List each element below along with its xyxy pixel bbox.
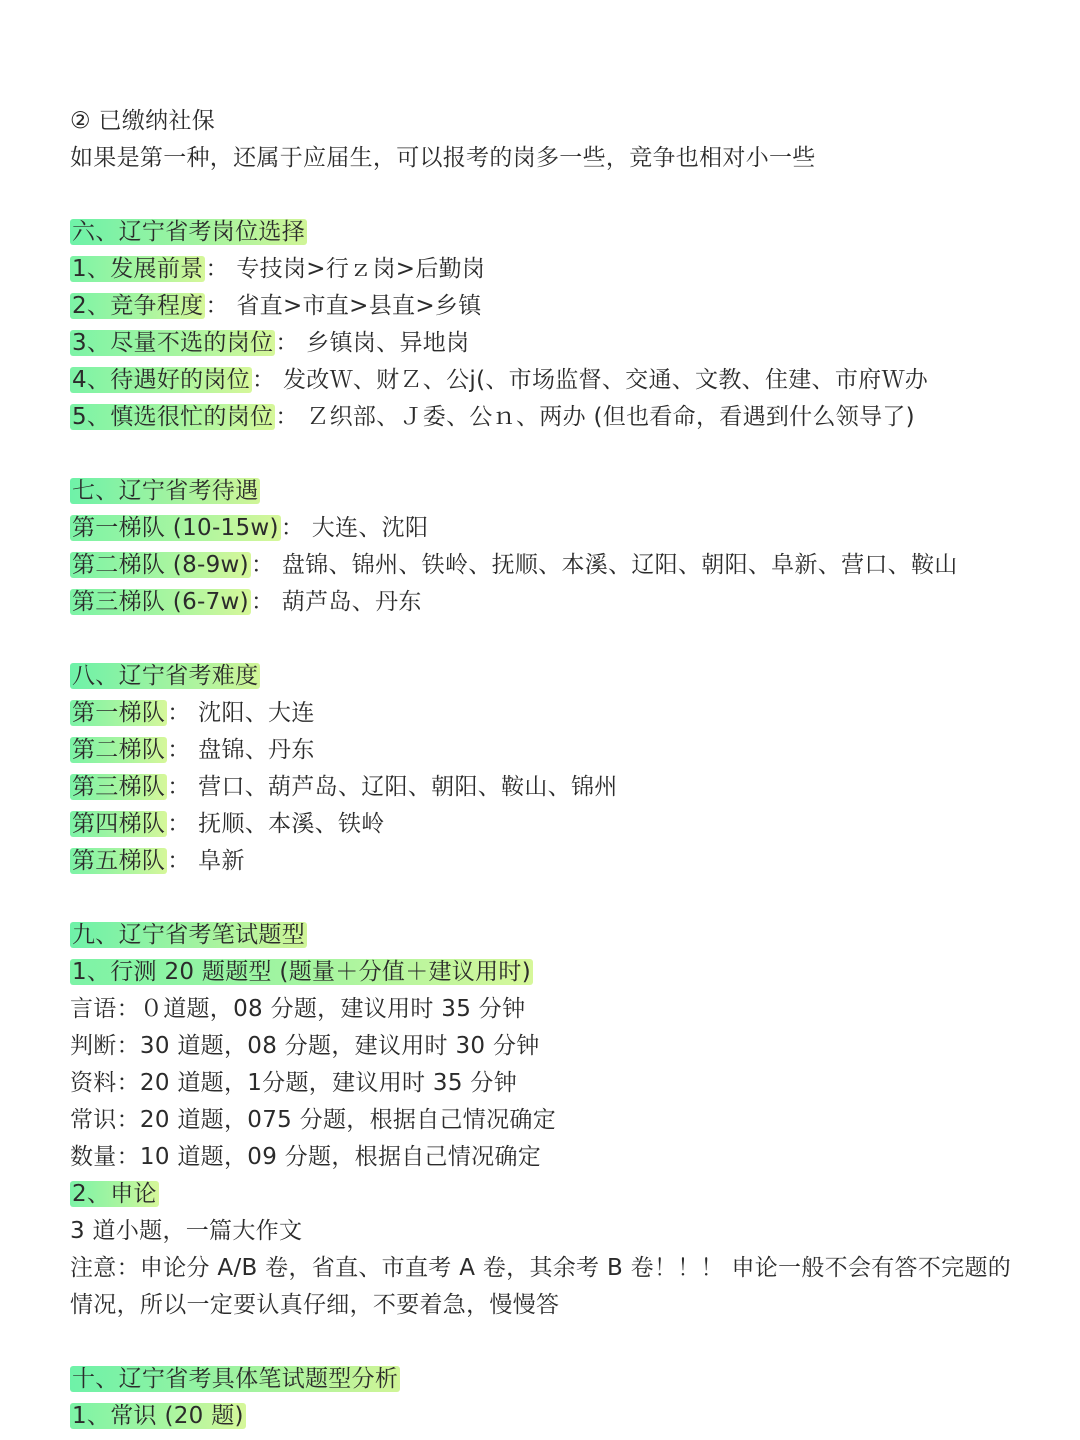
sec8-item-3-label: 第三梯队 <box>72 774 166 800</box>
sec7-item-3-text: 葫芦岛、丹东 <box>281 589 422 615</box>
section-heading-8-text: 八、辽宁省考难度 <box>72 663 259 689</box>
spacer <box>70 436 1060 473</box>
colon: ： <box>280 515 305 541</box>
sec6-item-5-label: 5、慎选很忙的岗位 <box>72 404 274 430</box>
intro-note: 如果是第一种，还属于应届生，可以报考的岗多一些，竞争也相对小一些 <box>70 145 816 171</box>
colon: ： <box>205 256 229 282</box>
sec8-item-1 <box>70 695 1060 732</box>
section-heading-10-text: 十、辽宁省考具体笔试题型分析 <box>72 1366 399 1392</box>
sec9-sub2-text: 3 道小题，一篇大作文 <box>70 1218 303 1244</box>
document-page <box>70 103 1060 1435</box>
section-heading-8 <box>70 658 1060 695</box>
sec7-item-2 <box>70 547 1060 584</box>
sec8-item-3-text: 营口、葫芦岛、辽阳、朝阳、鞍山、锦州 <box>198 774 618 800</box>
sec7-item-2-label: 第二梯队 (8-9w) <box>72 552 249 578</box>
sec8-item-2-label: 第二梯队 <box>72 737 166 763</box>
sec9-line-3: 资料：20 道题，1分题，建议用时 35 分钟 <box>70 1070 517 1096</box>
sec6-item-3-text: 乡镇岗、异地岗 <box>306 330 470 356</box>
sec8-item-1-text: 沈阳、大连 <box>198 700 315 726</box>
sec6-item-1-text: 专技岗>行ｚ岗>后勤岗 <box>236 256 486 282</box>
colon: ： <box>167 737 191 763</box>
section-heading-9 <box>70 917 1060 954</box>
sec9-subheading-1-text: 1、行测 20 题题型 (题量＋分值＋建议用时) <box>72 959 531 985</box>
sec6-item-2-text: 省直>市直>县直>乡镇 <box>236 293 482 319</box>
colon: ： <box>275 404 299 430</box>
sec6-item-1 <box>70 251 1060 288</box>
sec8-item-1-label: 第一梯队 <box>72 700 166 726</box>
colon: ： <box>250 589 275 615</box>
sec8-item-5-label: 第五梯队 <box>72 848 166 874</box>
sec9-line-1: 言语：０道题，08 分题，建议用时 35 分钟 <box>70 996 526 1022</box>
sec6-item-4-text: 发改Ｗ、财Ｚ、公j(、市场监督、交通、文教、住建、市府Ｗ办 <box>282 367 929 393</box>
spacer <box>70 621 1060 658</box>
sec6-item-4-label: 4、待遇好的岗位 <box>72 367 251 393</box>
sec8-item-5-text: 阜新 <box>198 848 245 874</box>
spacer <box>70 880 1060 917</box>
sec6-item-1-label: 1、发展前景 <box>72 256 204 282</box>
sec7-item-1-text: 大连、沈阳 <box>311 515 429 541</box>
sec9-line-5: 数量：10 道题，09 分题，根据自己情况确定 <box>70 1144 542 1170</box>
colon: ： <box>167 848 191 874</box>
spacer <box>70 1324 1060 1361</box>
sec9-subheading-2-text: 2、申论 <box>72 1181 157 1207</box>
section-heading-10 <box>70 1361 1060 1398</box>
section-heading-7 <box>70 473 1060 510</box>
colon: ： <box>167 811 191 837</box>
sec8-item-4-label: 第四梯队 <box>72 811 166 837</box>
colon: ： <box>167 700 191 726</box>
sec10-subheading-1-text: 1、常识 (20 题) <box>72 1403 244 1429</box>
sec9-line-2: 判断：30 道题，08 分题，建议用时 30 分钟 <box>70 1033 540 1059</box>
intro-item-2: ② 已缴纳社保 <box>70 108 216 134</box>
colon: ： <box>250 552 275 578</box>
sec9-subheading-1 <box>70 954 1060 991</box>
sec6-item-5 <box>70 399 1060 436</box>
colon: ： <box>167 774 191 800</box>
sec7-item-2-text: 盘锦、锦州、铁岭、抚顺、本溪、辽阳、朝阳、阜新、营口、鞍山 <box>281 552 958 578</box>
sec9-note-line-2: 情况，所以一定要认真仔细，不要着急，慢慢答 <box>70 1292 560 1318</box>
sec6-item-4 <box>70 362 1060 399</box>
sec8-item-5 <box>70 843 1060 880</box>
sec7-item-3-label: 第三梯队 (6-7w) <box>72 589 249 615</box>
sec8-item-2 <box>70 732 1060 769</box>
colon: ： <box>252 367 276 393</box>
sec9-line-4: 常识：20 道题，075 分题，根据自己情况确定 <box>70 1107 556 1133</box>
section-heading-9-text: 九、辽宁省考笔试题型 <box>72 922 305 948</box>
sec9-note-line-1: 注意：申论分 A/B 卷，省直、市直考 A 卷，其余考 B 卷！！！ 申论一般不会有答不完题的 <box>70 1255 1012 1281</box>
sec7-item-1-label: 第一梯队 (10-15w) <box>72 515 279 541</box>
spacer <box>70 177 1060 214</box>
sec6-item-3 <box>70 325 1060 362</box>
sec6-item-2 <box>70 288 1060 325</box>
sec6-item-2-label: 2、竞争程度 <box>72 293 204 319</box>
section-heading-7-text: 七、辽宁省考待遇 <box>72 478 259 504</box>
sec10-subheading-1 <box>70 1398 1060 1435</box>
sec6-item-3-label: 3、尽量不选的岗位 <box>72 330 274 356</box>
sec8-item-4 <box>70 806 1060 843</box>
colon: ： <box>205 293 229 319</box>
section-heading-6-text: 六、辽宁省考岗位选择 <box>72 219 305 245</box>
sec8-item-3 <box>70 769 1060 806</box>
sec7-item-3 <box>70 584 1060 621</box>
sec8-item-4-text: 抚顺、本溪、铁岭 <box>198 811 385 837</box>
colon: ： <box>275 330 299 356</box>
sec7-item-1 <box>70 510 1060 547</box>
section-heading-6 <box>70 214 1060 251</box>
sec8-item-2-text: 盘锦、丹东 <box>198 737 315 763</box>
sec6-item-5-text: Ｚ织部、Ｊ委、公ｎ、两办 (但也看命，看遇到什么领导了) <box>306 404 915 430</box>
sec9-subheading-2 <box>70 1176 1060 1213</box>
